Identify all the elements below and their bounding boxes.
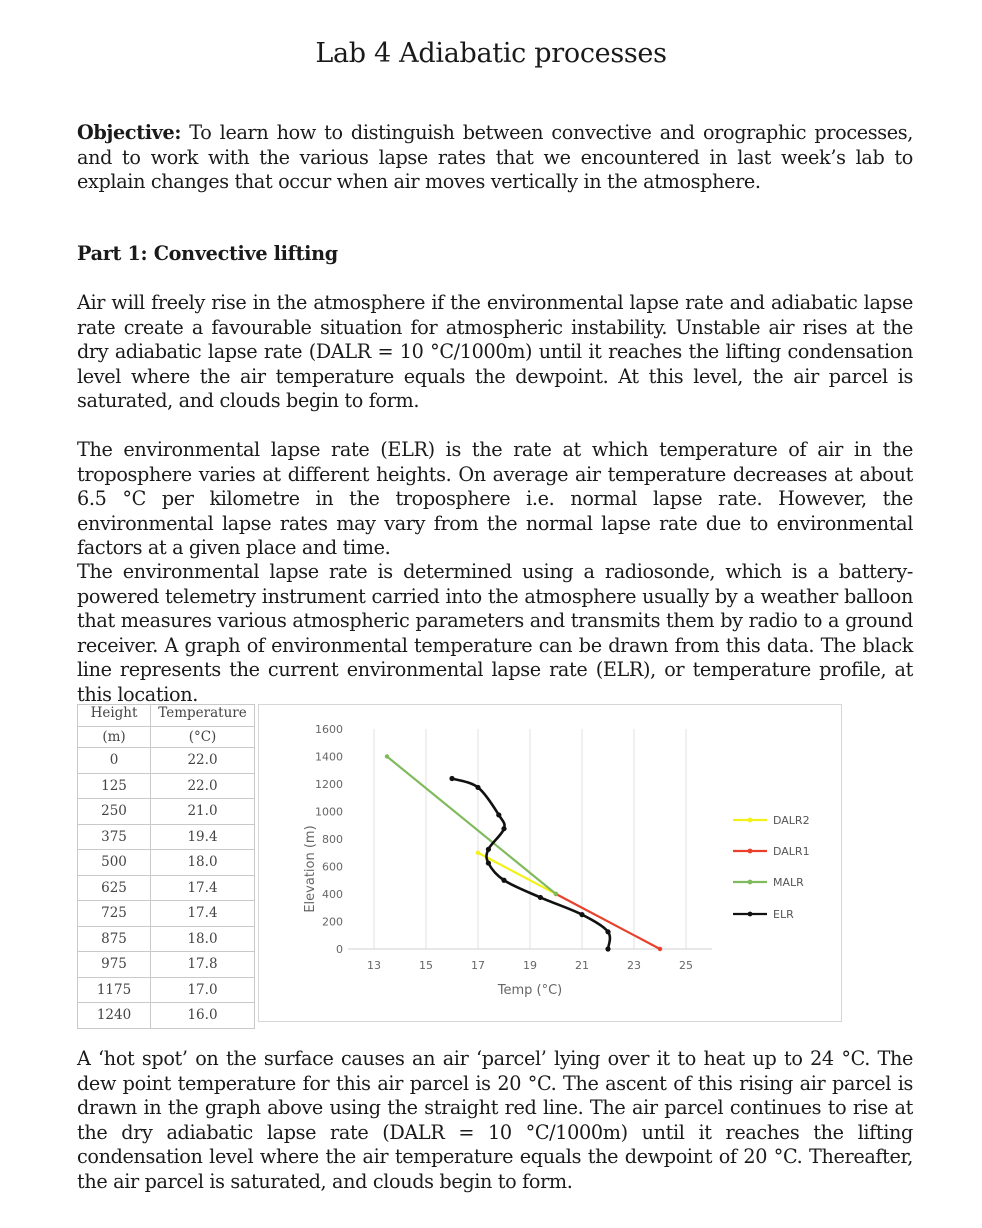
cell-temp: 17.0 (151, 977, 255, 1003)
cell-height: 0 (78, 748, 151, 774)
cell-temp: 21.0 (151, 799, 255, 825)
data-point-elr (486, 860, 491, 865)
data-point-elr (501, 878, 506, 883)
cell-height: 125 (78, 773, 151, 799)
x-tick-label: 19 (523, 959, 537, 972)
cell-temp: 22.0 (151, 748, 255, 774)
data-point-elr (605, 929, 610, 934)
objective-paragraph (77, 121, 913, 195)
page-title: Lab 4 Adiabatic processes (315, 38, 667, 69)
cell-temp: 17.4 (151, 901, 255, 927)
legend-label-elr: ELR (773, 908, 794, 921)
data-point-dalr2 (476, 851, 480, 855)
x-tick-label: 21 (575, 959, 589, 972)
cell-temp: 18.0 (151, 850, 255, 876)
objective-label: Objective: (77, 121, 182, 144)
paragraph-elr: The environmental lapse rate (ELR) is the rate at which temperature of air in the troposphere varies at different heights. On average air temperature decreases at about 6.5 °C per kilometre in the troposphere i.e. normal lapse rate. However, the environmental lapse rates may vary from the normal lapse rate due to environmental factors at a given place and time. (77, 438, 913, 559)
paragraph-hot-spot: A ‘hot spot’ on the surface causes an air ‘parcel’ lying over it to heat up to 24 °C. The dew point temperature for this air parcel is 20 °C. The ascent of this rising air parcel is drawn in the graph above using the straight red line. The air parcel continues to rise at the dry adiabatic lapse rate (DALR = 10 °C/1000m) until it reaches the lifting condensation level where the air temperature equals the dewpoint of 20 °C. Thereafter, the air parcel is saturated, and clouds begin to form. (77, 1047, 913, 1193)
x-tick-label: 23 (627, 959, 641, 972)
legend-label-dalr2: DALR2 (773, 814, 810, 827)
y-tick-label: 1400 (315, 750, 343, 764)
y-axis-title: Elevation (m) (303, 825, 318, 913)
y-tick-label: 1600 (315, 723, 343, 736)
data-point-malr (385, 754, 389, 758)
table-row (78, 952, 255, 978)
cell-height: 975 (78, 952, 151, 978)
y-tick-label: 600 (322, 860, 343, 874)
cell-height: 1240 (78, 1003, 151, 1029)
data-point-elr (538, 895, 543, 900)
table-row (78, 824, 255, 850)
x-axis-title: Temp (°C) (497, 983, 563, 998)
series-line-dalr1 (556, 894, 660, 949)
x-tick-label: 25 (679, 959, 693, 972)
table-row (78, 799, 255, 825)
legend-marker-dalr1 (748, 849, 753, 854)
table-row (78, 901, 255, 927)
x-tick-label: 17 (471, 959, 485, 972)
legend-marker-elr (748, 912, 753, 917)
cell-height: 875 (78, 926, 151, 952)
height-temperature-table (77, 704, 255, 1029)
y-tick-label: 400 (322, 888, 343, 901)
data-point-elr (486, 847, 491, 852)
y-tick-label: 1200 (315, 778, 343, 791)
cell-height: 375 (78, 824, 151, 850)
cell-height: 1175 (78, 977, 151, 1003)
lapse-rate-chart (258, 704, 842, 1022)
table-row (78, 1003, 255, 1029)
cell-height: 250 (78, 799, 151, 825)
table-row (78, 748, 255, 774)
table-row (78, 850, 255, 876)
legend-label-malr: MALR (773, 876, 804, 889)
table-row (78, 977, 255, 1003)
data-point-elr (579, 912, 584, 917)
x-tick-label: 15 (419, 959, 433, 972)
legend-marker-malr (748, 880, 753, 885)
y-tick-label: 800 (322, 833, 343, 846)
series-line-malr (387, 757, 556, 895)
header-temperature: Temperature (151, 705, 255, 727)
cell-temp: 16.0 (151, 1003, 255, 1029)
data-point-elr (449, 776, 454, 781)
cell-height: 625 (78, 875, 151, 901)
data-point-malr (554, 892, 558, 896)
cell-temp: 17.4 (151, 875, 255, 901)
cell-temp: 18.0 (151, 926, 255, 952)
table-row (78, 926, 255, 952)
cell-temp: 17.8 (151, 952, 255, 978)
paragraph-convective: Air will freely rise in the atmosphere if the environmental lapse rate and adiabatic lapse rate create a favourable situation for atmospheric instability. Unstable air rises at the dry adiabatic lapse rate (DALR = 10 °C/1000m) until it reaches the lifting condensation level where the air temperature equals the dewpoint. At this level, the air parcel is saturated, and clouds begin to form. (77, 291, 913, 412)
y-tick-label: 1000 (315, 805, 343, 819)
objective-text: To learn how to distinguish between convective and orographic processes, and to work with the various lapse rates that we encountered in last week’s lab to explain changes that occur when air moves vertically in the atmosphere. (77, 121, 913, 193)
table-row (78, 773, 255, 799)
cell-height: 725 (78, 901, 151, 927)
header-height: Height (78, 705, 151, 727)
data-point-elr (496, 812, 501, 817)
data-point-elr (501, 826, 506, 831)
cell-temp: 19.4 (151, 824, 255, 850)
cell-temp: 22.0 (151, 773, 255, 799)
paragraph-radiosonde: The environmental lapse rate is determined using a radiosonde, which is a battery-powered telemetry instrument carried into the atmosphere usually by a weather balloon that measures various atmospheric parameters and transmits them by radio to a ground receiver. A graph of environmental temperature can be drawn from this data. The black line represents the current environmental lapse rate (ELR), or temperature profile, at this location. (77, 560, 913, 706)
x-tick-label: 13 (367, 959, 381, 972)
data-point-dalr1 (658, 947, 662, 951)
part1-heading: Part 1: Convective lifting (77, 242, 338, 265)
y-tick-label: 0 (336, 943, 343, 956)
data-point-elr (475, 785, 480, 790)
legend-label-dalr1: DALR1 (773, 845, 810, 858)
cell-height: 500 (78, 850, 151, 876)
data-point-elr (605, 946, 610, 951)
series-line-elr (452, 779, 610, 950)
legend-marker-dalr2 (748, 818, 753, 823)
y-tick-label: 200 (322, 915, 343, 929)
unit-temperature: (°C) (151, 727, 255, 748)
lapse-rate-chart-svg (259, 705, 841, 1021)
table-row (78, 875, 255, 901)
unit-height: (m) (78, 727, 151, 748)
